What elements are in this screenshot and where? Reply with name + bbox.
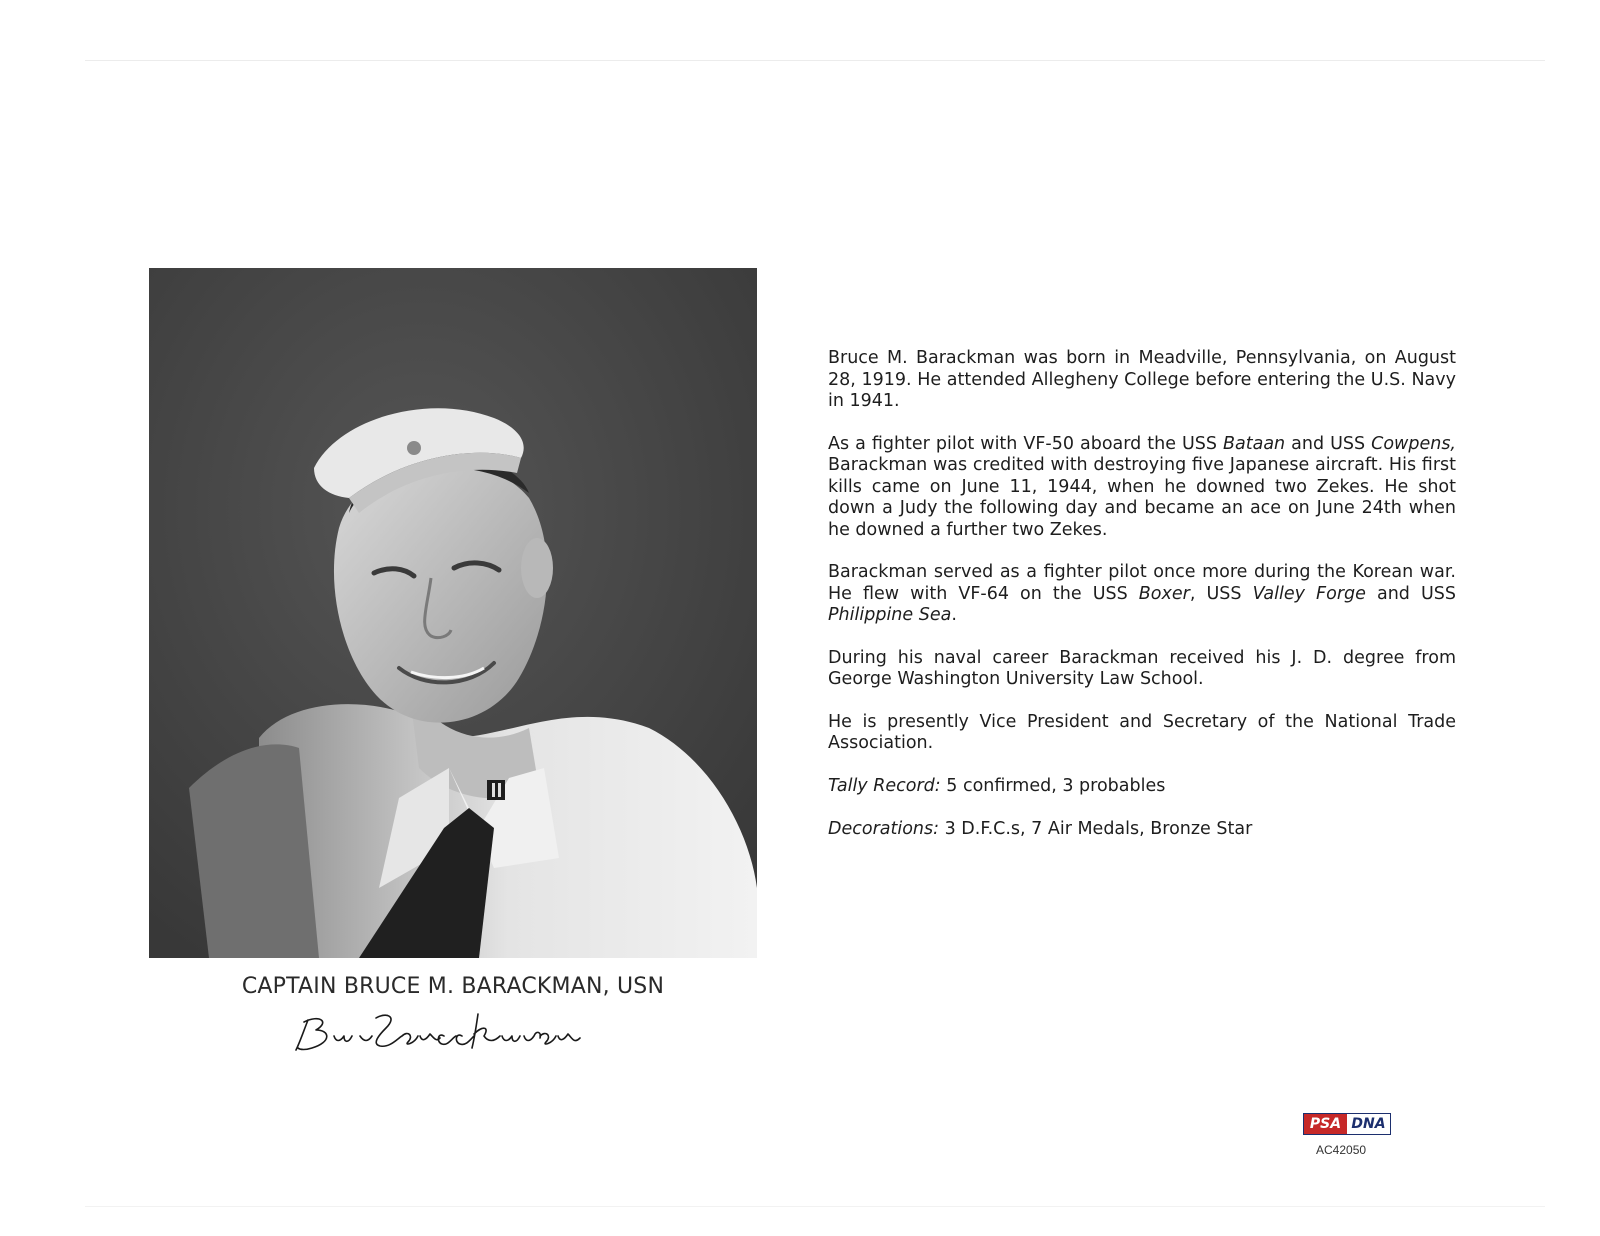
bottom-rule bbox=[85, 1206, 1545, 1207]
bio-paragraph-korea bbox=[828, 562, 1456, 627]
signature-graphic bbox=[290, 1008, 590, 1060]
p2-text-c: and USS bbox=[1285, 433, 1372, 454]
decorations-value: 3 D.F.C.s, 7 Air Medals, Bronze Star bbox=[939, 819, 1253, 839]
p3-text-e: and USS bbox=[1365, 583, 1456, 604]
tally-label: Tally Record: bbox=[828, 775, 941, 796]
decorations bbox=[828, 819, 1456, 841]
tally-record bbox=[828, 776, 1456, 798]
decorations-label: Decorations: bbox=[828, 819, 940, 839]
authentication-sticker bbox=[1303, 1113, 1393, 1157]
bio-paragraph-birth: Bruce M. Barackman was born in Meadville, Pennsylvania, on August 28, 1919. He attended Allegheny College before entering the U.S. Navy in 1941. bbox=[828, 348, 1456, 411]
portrait-photo bbox=[149, 268, 757, 958]
logo-left: PSA bbox=[1304, 1114, 1347, 1134]
p2-text-a: As a fighter pilot with VF-50 aboard the USS bbox=[828, 433, 1224, 454]
tally-value: 5 confirmed, 3 probables bbox=[940, 775, 1166, 796]
psa-dna-logo bbox=[1303, 1113, 1391, 1135]
authentication-code: AC42050 bbox=[1316, 1143, 1367, 1157]
p3-text-c: , USS bbox=[1189, 583, 1253, 604]
portrait-illustration bbox=[149, 268, 757, 958]
biography-text bbox=[828, 348, 1456, 862]
p3-text-g: . bbox=[951, 605, 957, 625]
ship-bataan: Bataan bbox=[1223, 433, 1286, 454]
ship-valley-forge: Valley Forge bbox=[1252, 583, 1366, 604]
top-rule bbox=[85, 60, 1545, 61]
bio-paragraph-wwii bbox=[828, 434, 1456, 542]
p2-text-e: Barackman was credited with destroying five Japanese aircraft. His first kills came on June 11, 1944, when he downed two Zekes. He shot down a Judy the following day and became an ace on June 24th when he downed a further two Zekes. bbox=[828, 455, 1456, 540]
ship-boxer: Boxer bbox=[1138, 583, 1190, 604]
bio-paragraph-present: He is presently Vice President and Secretary of the National Trade Association. bbox=[828, 711, 1456, 753]
p3-text-a: Barackman served as a fighter pilot once more during the Korean war. He flew with VF-64 on the USS bbox=[828, 562, 1456, 604]
bio-paragraph-education: During his naval career Barackman received his J. D. degree from George Washington University Law School. bbox=[828, 647, 1456, 689]
portrait-caption: CAPTAIN BRUCE M. BARACKMAN, USN bbox=[241, 974, 665, 999]
handwritten-signature bbox=[290, 1008, 590, 1060]
logo-right: DNA bbox=[1347, 1114, 1390, 1134]
ship-philippine-sea: Philippine Sea bbox=[828, 605, 952, 625]
ship-cowpens: Cowpens, bbox=[1371, 433, 1456, 454]
